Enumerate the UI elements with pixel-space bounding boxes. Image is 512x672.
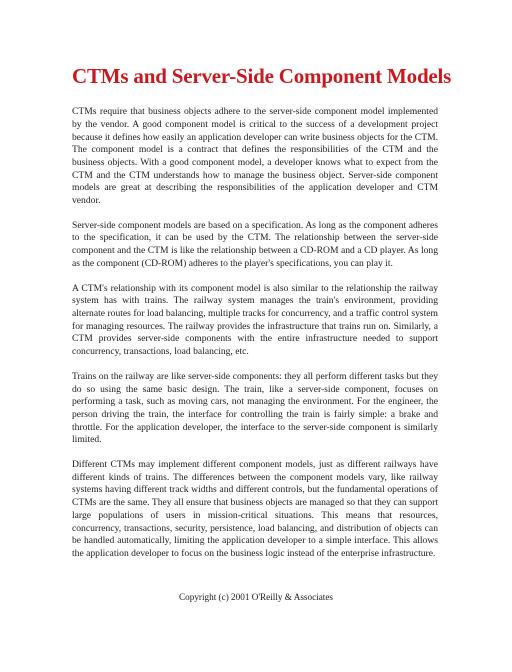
paragraph-2: Server-side component models are based on a specification. As long as the component adheres to the specification, it can be used by the CTM. The relationship between the server-side component and the CTM is like the relationship between a CD-ROM and a CD player. As long as the component (CD-ROM) adheres to the player's specifications, you can play it. bbox=[72, 219, 438, 269]
copyright-footer: Copyright (c) 2001 O'Reilly & Associates bbox=[179, 592, 333, 602]
page-title: CTMs and Server-Side Component Models bbox=[72, 64, 452, 88]
document-page bbox=[72, 64, 452, 573]
paragraph-3: A CTM's relationship with its component model is also similar to the relationship the railway system has with trains. The railway system manages the train's environment, providing alternate routes for load balancing, multiple tracks for concurrency, and a traffic control system for managing resources. The railway provides the infrastructure that trains run on. Similarly, a CTM provides server-side components with the entire infrastructure needed to support concurrency, transactions, load balancing, etc. bbox=[72, 282, 438, 358]
paragraph-5: Different CTMs may implement different component models, just as different railways have different kinds of trains. The differences between the component models vary, like railway systems having different track widths and different controls, but the fundamental operations of CTMs are the same. They all ensure that business objects are managed so that they can support large populations of users in mission-critical situations. This means that resources, concurrency, transactions, security, persistence, load balancing, and distribution of objects can be handled automatically, limiting the application developer to a simple interface. This allows the application developer to focus on the business logic instead of the enterprise infrastructure. bbox=[72, 459, 438, 559]
paragraph-1: CTMs require that business objects adhere to the server-side component model implemented by the vendor. A good component model is critical to the success of a development project because it defines how easily an application developer can write business objects for the CTM. The component model is a contract that defines the responsibilities of the CTM and the business objects. With a good component model, a developer knows what to expect from the CTM and the CTM understands how to manage the business object. Server-side component models are great at describing the responsibilities of the application developer and CTM vendor. bbox=[72, 106, 438, 207]
paragraph-4: Trains on the railway are like server-side components: they all perform different tasks but they do so using the same basic design. The train, like a server-side component, focuses on performing a task, such as moving cars, not managing the environment. For the engineer, the person driving the train, the interface for controlling the train is fairly simple: a brake and throttle. For the application developer, the interface to the server-side component is similarly limited. bbox=[72, 370, 438, 446]
body-content bbox=[72, 106, 438, 561]
